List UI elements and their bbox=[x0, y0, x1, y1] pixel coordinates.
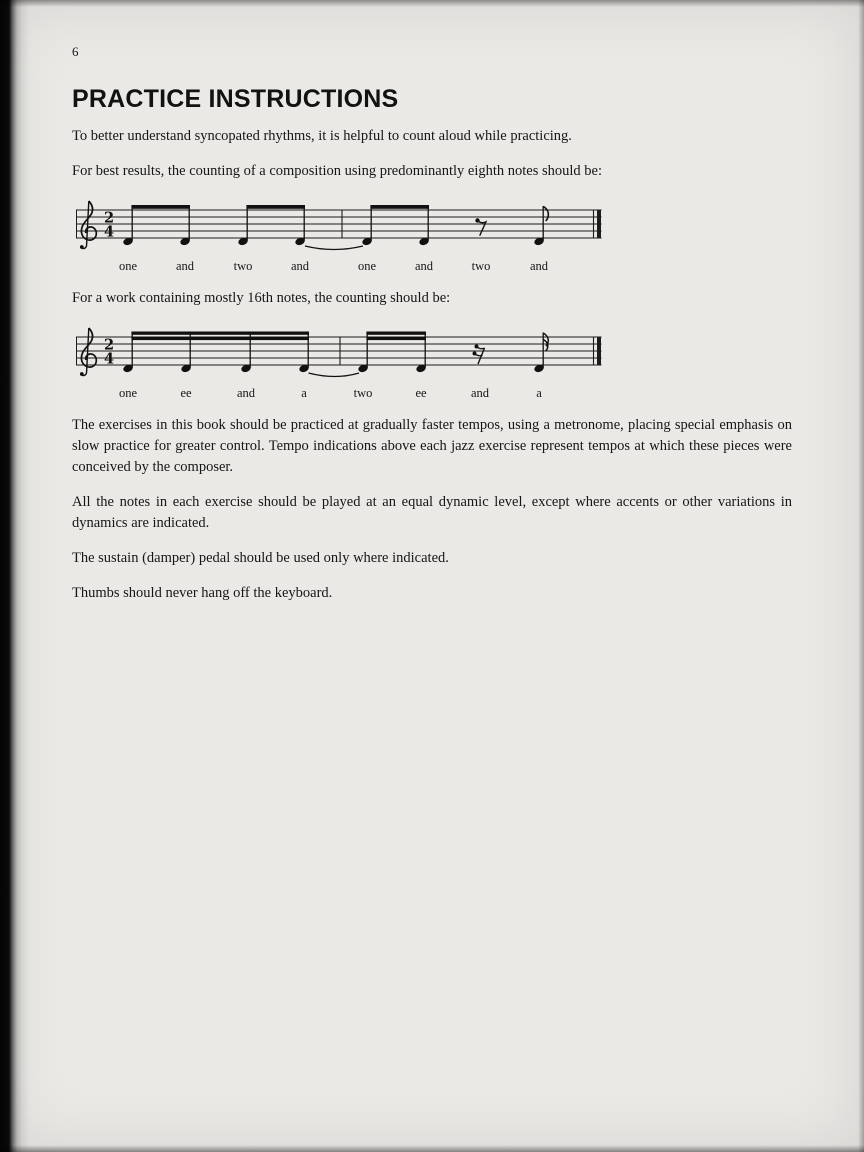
tie-curve bbox=[309, 373, 360, 377]
sixteenth-note-example bbox=[72, 323, 604, 403]
page-edge-right bbox=[858, 0, 864, 1152]
count-syllable: one bbox=[118, 259, 138, 273]
eighth-note-staff bbox=[72, 196, 604, 254]
count-syllable: and bbox=[529, 259, 549, 273]
count-row bbox=[72, 258, 604, 276]
sixteenth-note-staff bbox=[72, 323, 604, 381]
page-number: 6 bbox=[72, 44, 79, 59]
time-signature-top: 2 bbox=[103, 209, 115, 227]
count-syllable: and bbox=[175, 259, 195, 273]
book-spine-edge bbox=[0, 0, 30, 1152]
count-syllable: ee bbox=[415, 386, 427, 400]
page-content bbox=[72, 0, 792, 618]
count-syllable: one bbox=[357, 259, 377, 273]
count-syllable: and bbox=[236, 386, 256, 400]
treble-clef-icon bbox=[80, 201, 96, 249]
paragraph-tempo: The exercises in this book should be practiced at gradually faster tempos, using a metronome, placing special emphasis on slow practice for greater control. Tempo indications above each jazz exercise represent tempos at which these pieces were conceived by the composer. bbox=[72, 417, 792, 475]
tie-curve bbox=[305, 246, 363, 250]
count-syllable: a bbox=[301, 386, 307, 400]
eighth-flag bbox=[543, 207, 548, 222]
paragraph-sixteenth-intro: For a work containing mostly 16th notes, the counting should be: bbox=[72, 290, 451, 306]
sixteenth-rest-icon bbox=[473, 345, 485, 365]
staff-lines bbox=[76, 210, 602, 238]
paragraph-pedal: The sustain (damper) pedal should be used only where indicated. bbox=[72, 550, 449, 566]
paragraph-eighth-intro: For best results, the counting of a composition using predominantly eighth notes should be: bbox=[72, 163, 602, 179]
count-syllable: and bbox=[470, 386, 490, 400]
paragraph-intro: To better understand syncopated rhythms, it is helpful to count aloud while practicing. bbox=[72, 128, 572, 144]
time-signature-bottom: 4 bbox=[103, 350, 115, 368]
treble-clef-icon bbox=[80, 328, 96, 376]
eighth-rest-icon bbox=[475, 218, 486, 235]
count-row bbox=[72, 385, 604, 403]
count-syllable: and bbox=[290, 259, 310, 273]
count-syllable: and bbox=[414, 259, 434, 273]
eighth-note-example bbox=[72, 196, 604, 276]
count-syllable: two bbox=[233, 259, 253, 273]
count-syllable: a bbox=[536, 386, 542, 400]
paragraph-thumbs: Thumbs should never hang off the keyboard. bbox=[72, 585, 333, 601]
sixteenth-flags bbox=[543, 333, 548, 351]
count-syllable: ee bbox=[180, 386, 192, 400]
count-syllable: one bbox=[118, 386, 138, 400]
page-edge-bottom bbox=[0, 1145, 864, 1152]
time-signature bbox=[104, 210, 114, 241]
sixteenth-notes bbox=[122, 332, 548, 374]
page-title: PRACTICE INSTRUCTIONS bbox=[72, 85, 399, 113]
count-syllable: two bbox=[471, 259, 491, 273]
paragraph-dynamics: All the notes in each exercise should be played at an equal dynamic level, except where accents or other variations in dynamics are indicated. bbox=[72, 494, 792, 531]
count-syllable: two bbox=[353, 386, 373, 400]
time-signature bbox=[104, 337, 114, 368]
staff-lines bbox=[76, 337, 602, 365]
time-signature-bottom: 4 bbox=[103, 223, 115, 241]
time-signature-top: 2 bbox=[103, 336, 115, 354]
